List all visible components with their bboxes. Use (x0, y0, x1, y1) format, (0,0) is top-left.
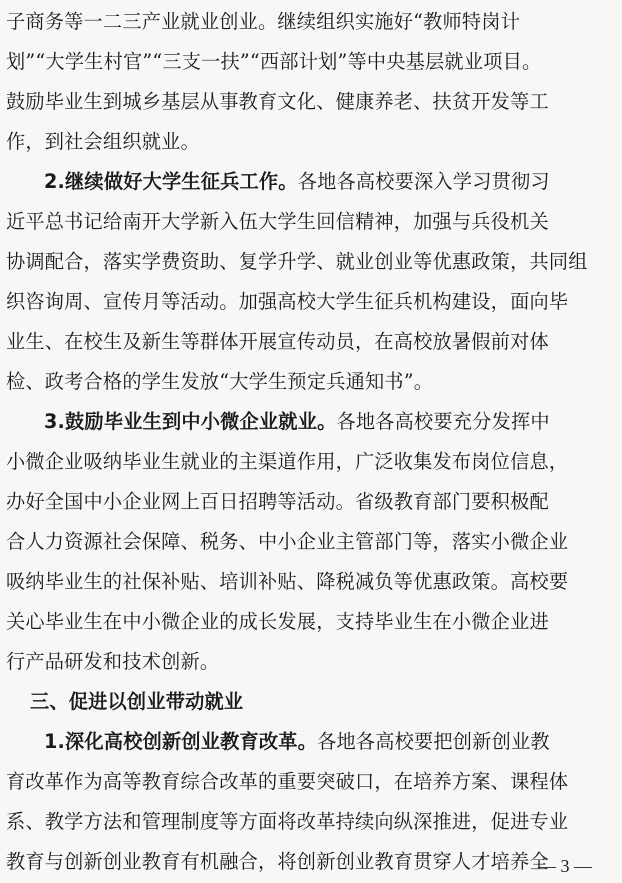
section-heading: 三、促进以创业带动就业 (30, 690, 244, 713)
text-line: 关心毕业生在中小微企业的成长发展，支持毕业生在小微企业进 (6, 610, 549, 633)
text-line: 近平总书记给南开大学新入伍大学生回信精神，加强与兵役机关 (6, 210, 549, 233)
paragraph-heading-line: 2.继续做好大学生征兵工作。各地各高校要深入学习贯彻习 (44, 170, 550, 193)
page-number: — 3 — (538, 856, 592, 876)
paragraph-heading-line: 3.鼓励毕业生到中小微企业就业。各地各高校要充分发挥中 (44, 410, 550, 433)
text-line: 协调配合，落实学费资助、复学升学、就业创业等优惠政策，共同组 (6, 250, 588, 273)
text-line: 作，到社会组织就业。 (6, 130, 200, 153)
text-line: 吸纳毕业生的社保补贴、培训补贴、降税减负等优惠政策。高校要 (6, 570, 569, 593)
text-line: 行产品研发和技术创新。 (6, 650, 220, 673)
text-line: 教育与创新创业教育有机融合，将创新创业教育贯穿人才培养全 (6, 850, 549, 873)
text-line: 业生、在校生及新生等群体开展宣传动员，在高校放暑假前对体 (6, 330, 549, 353)
text-line: 鼓励毕业生到城乡基层从事教育文化、健康养老、扶贫开发等工 (6, 90, 549, 113)
text-line: 办好全国中小企业网上百日招聘等活动。省级教育部门要积极配 (6, 490, 549, 513)
paragraph-heading: 2.继续做好大学生征兵工作。 (44, 170, 298, 193)
text-line: 检、政考合格的学生发放“大学生预定兵通知书”。 (6, 370, 434, 393)
text-line: 合人力资源社会保障、税务、中小企业主管部门等，落实小微企业 (6, 530, 569, 553)
text-line: 系、教学方法和管理制度等方面将改革持续向纵深推进，促进专业 (6, 810, 569, 833)
text-line: 小微企业吸纳毕业生就业的主渠道作用，广泛收集发布岗位信息， (6, 450, 569, 473)
text-line: 划”“大学生村官”“三支一扶”“西部计划”等中央基层就业项目。 (6, 50, 542, 73)
text-line: 育改革作为高等教育综合改革的重要突破口，在培养方案、课程体 (6, 770, 569, 793)
paragraph-heading: 3.鼓励毕业生到中小微企业就业。 (44, 410, 337, 433)
text-line: 织咨询周、宣传月等活动。加强高校大学生征兵机构建设，面向毕 (6, 290, 569, 313)
paragraph-heading-line: 1.深化高校创新创业教育改革。各地各高校要把创新创业教 (44, 730, 550, 753)
paragraph-heading: 1.深化高校创新创业教育改革。 (44, 730, 318, 753)
text-line: 子商务等一二三产业就业创业。继续组织实施好“教师特岗计 (6, 10, 521, 33)
